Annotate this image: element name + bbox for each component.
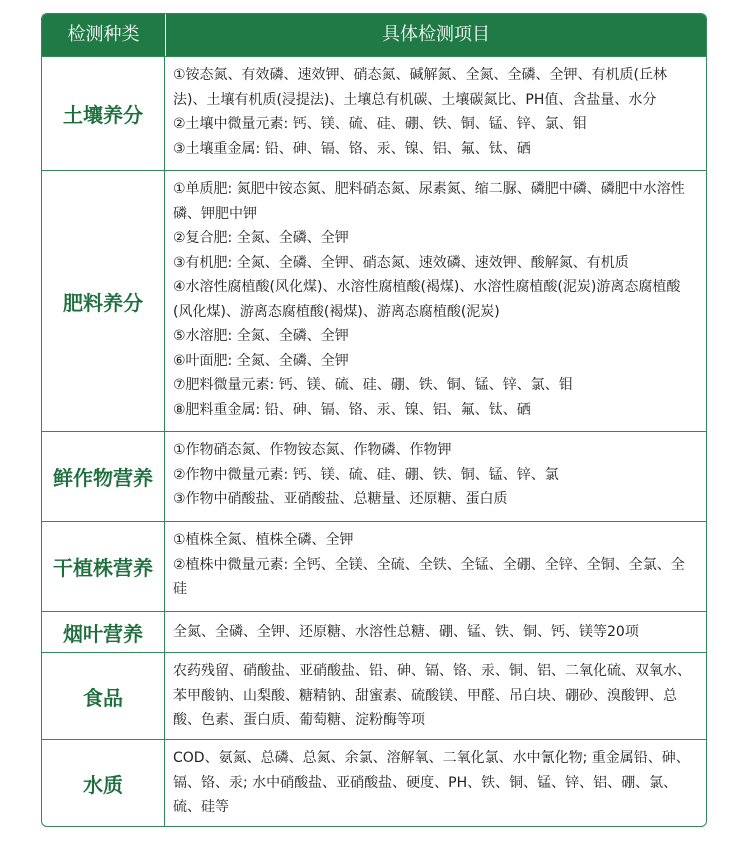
- item-line: ①植株全氮、植株全磷、全钾: [173, 532, 354, 548]
- table-row: [42, 739, 706, 826]
- category-label: 烟叶营养: [42, 612, 165, 652]
- item-line: ②土壤中微量元素: 钙、镁、硫、硅、硼、铁、铜、锰、锌、氯、钼: [173, 116, 587, 132]
- category-label: 土壤养分: [42, 57, 165, 170]
- items-cell: [165, 522, 706, 611]
- item-line: COD、氨氮、总磷、总氮、余氯、溶解氧、二氧化氯、水中氰化物; 重金属铅、砷、镉、铬、汞; 水中硝酸盐、亚硝酸盐、硬度、PH、铁、铜、锰、锌、铝、硼、氯、硫、硅等: [173, 750, 690, 815]
- table-row: [42, 170, 706, 431]
- item-line: ⑦肥料微量元素: 钙、镁、硫、硅、硼、铁、铜、锰、锌、氯、钼: [173, 377, 573, 393]
- item-line: ③土壤重金属: 铅、砷、镉、铬、汞、镍、铝、氟、钛、硒: [173, 140, 531, 157]
- item-line: ④水溶性腐植酸(风化煤)、水溶性腐植酸(褐煤)、水溶性腐植酸(泥炭)游离态腐植酸(风化煤)、游离态腐植酸(褐煤)、游离态腐植酸(泥炭): [173, 279, 681, 320]
- item-line: ⑧肥料重金属: 铅、砷、镉、铬、汞、镍、铝、氟、钛、硒: [173, 401, 531, 418]
- item-line: 农药残留、硝酸盐、亚硝酸盐、铅、砷、镉、铬、汞、铜、铝、二氧化硫、双氧水、苯甲酸钠、山梨酸、糖精钠、甜蜜素、硫酸镁、甲醛、吊白块、硼砂、溴酸钾、总酸、色素、蛋白质、葡萄糖、淀粉酶等项: [173, 663, 691, 728]
- item-line: ①作物硝态氮、作物铵态氮、作物磷、作物钾: [173, 442, 452, 458]
- item-line: ②复合肥: 全氮、全磷、全钾: [173, 230, 349, 246]
- items-cell: [165, 57, 706, 170]
- detection-items-table: [41, 13, 707, 827]
- item-line: ②植株中微量元素: 全钙、全镁、全硫、全铁、全锰、全硼、全锌、全铜、全氯、全硅: [173, 556, 685, 597]
- category-label: 食品: [42, 653, 165, 739]
- table-row: [42, 652, 706, 739]
- items-cell: [165, 171, 706, 431]
- table-header: [42, 14, 706, 56]
- item-line: ③作物中硝酸盐、亚硝酸盐、总糖量、还原糖、蛋白质: [173, 491, 508, 507]
- category-label: 肥料养分: [42, 171, 165, 431]
- category-label: 水质: [42, 740, 165, 826]
- item-line: ①单质肥: 氮肥中铵态氮、肥料硝态氮、尿素氮、缩二脲、磷肥中磷、磷肥中水溶性磷、钾肥中钾: [173, 181, 685, 222]
- item-line: ⑤水溶肥: 全氮、全磷、全钾: [173, 328, 349, 344]
- header-items: 具体检测项目: [382, 24, 490, 45]
- item-line: ③有机肥: 全氮、全磷、全钾、硝态氮、速效磷、速效钾、酸解氮、有机质: [173, 254, 629, 271]
- table-row: [42, 611, 706, 652]
- items-cell: [165, 653, 706, 739]
- category-label: 干植株营养: [42, 522, 165, 611]
- items-cell: [165, 740, 706, 826]
- items-cell: [165, 432, 706, 521]
- table-row: [42, 431, 706, 521]
- item-line: ②作物中微量元素: 钙、镁、硫、硅、硼、铁、铜、锰、锌、氯: [173, 466, 559, 483]
- category-label: 鲜作物营养: [42, 432, 165, 521]
- item-line: ①铵态氮、有效磷、速效钾、硝态氮、碱解氮、全氮、全磷、全钾、有机质(丘林法)、土壤有机质(浸提法)、土壤总有机碳、土壤碳氮比、PH值、含盐量、水分: [173, 67, 668, 108]
- table-row: [42, 56, 706, 170]
- item-line: ⑥叶面肥: 全氮、全磷、全钾: [173, 352, 349, 369]
- item-line: 全氮、全磷、全钾、还原糖、水溶性总糖、硼、锰、铁、铜、钙、镁等20项: [173, 623, 639, 640]
- items-cell: [165, 612, 706, 652]
- table-row: [42, 521, 706, 611]
- header-category: 检测种类: [42, 14, 166, 56]
